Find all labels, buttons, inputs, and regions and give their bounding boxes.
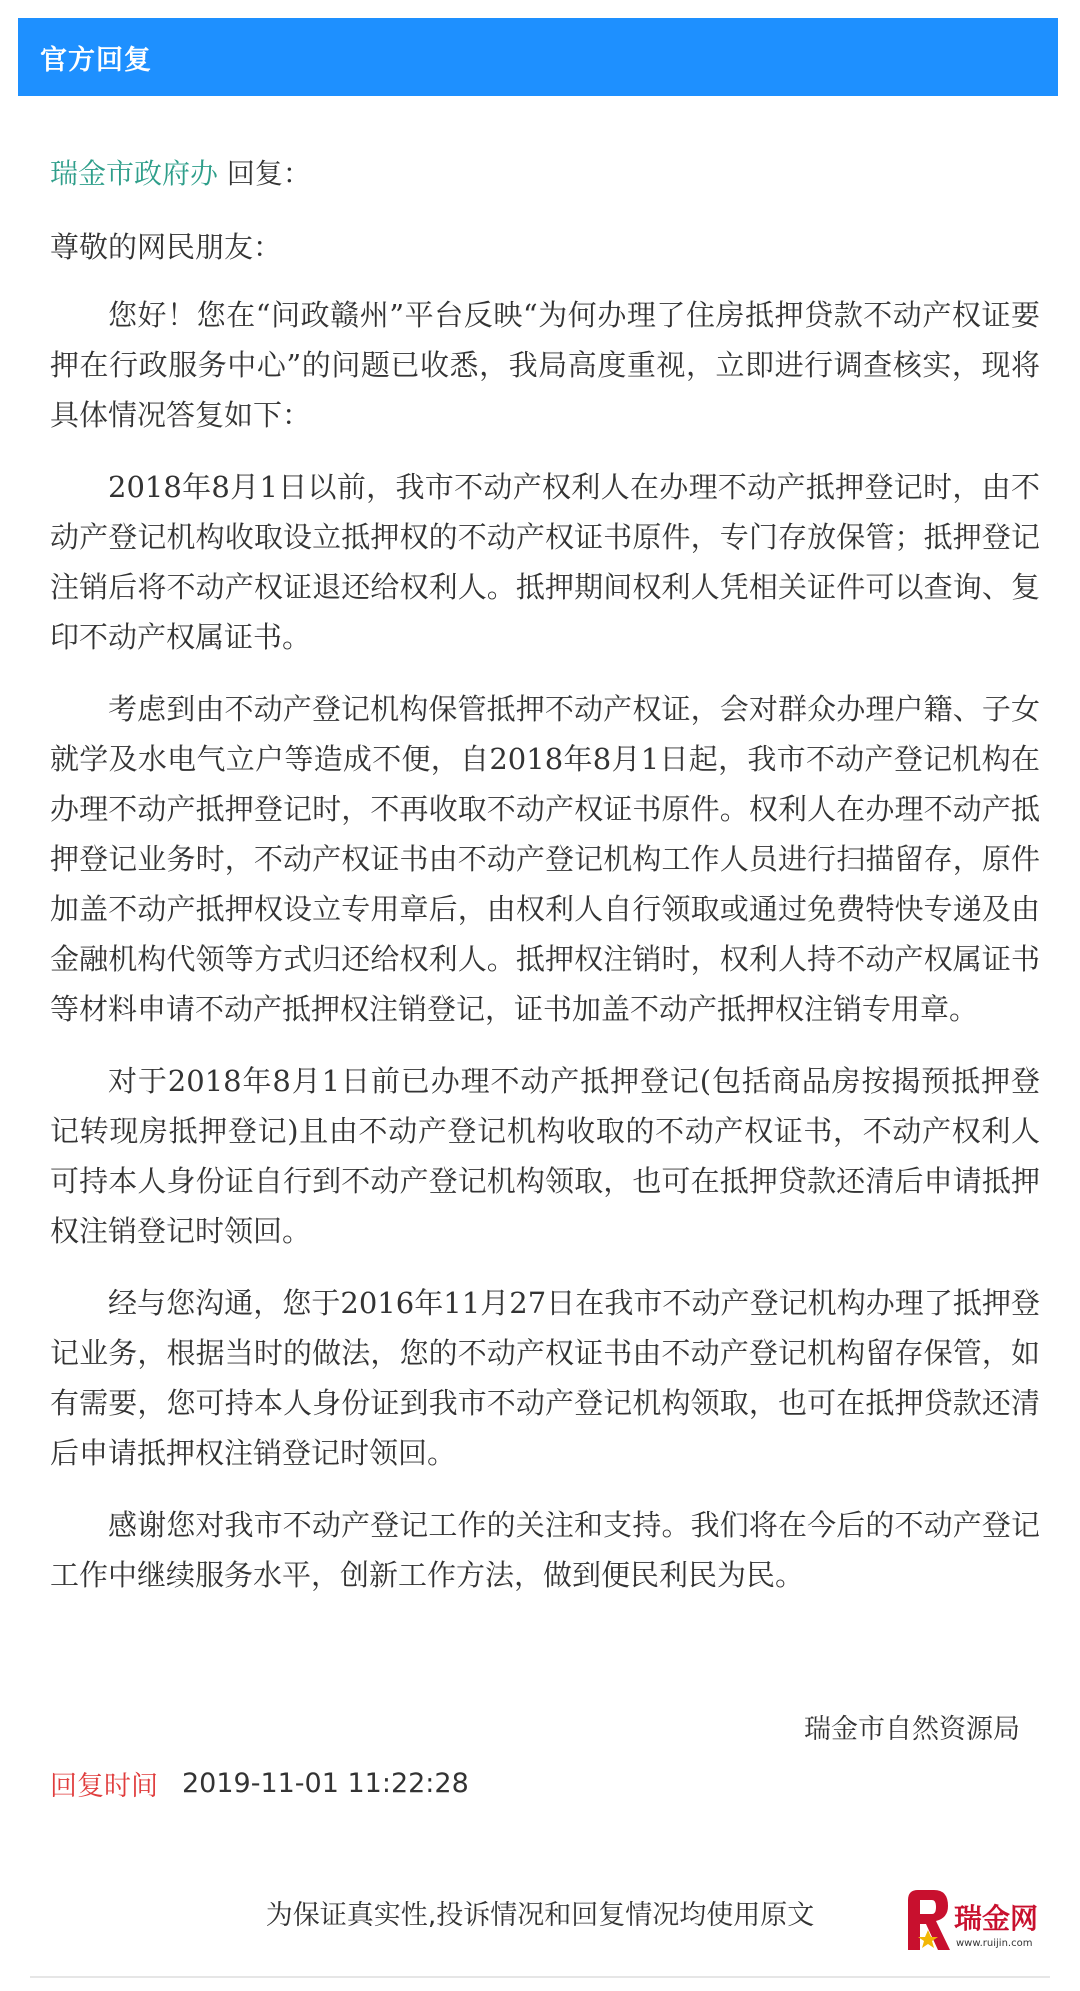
letter-paragraph-2: 2018年8月1日以前，我市不动产权利人在办理不动产抵押登记时，由不动产登记机构收取设立抵押权的不动产权证书原件，专门存放保管；抵押登记注销后将不动产权证退还给权利人。抵押期间权利人凭相关证件可以查询、复印不动产权属证书。 (50, 470, 1040, 654)
bottom-divider (30, 1976, 1050, 1978)
letter-paragraph-1: 您好！您在“问政赣州”平台反映“为何办理了住房抵押贷款不动产权证要押在行政服务中心”的问题已收悉，我局高度重视，立即进行调查核实，现将具体情况答复如下： (50, 298, 1040, 432)
reply-suffix: 回复： (218, 157, 311, 190)
authenticity-notice: 为保证真实性,投诉情况和回复情况均使用原文 (265, 1900, 815, 1931)
letter-paragraph-4: 对于2018年8月1日前已办理不动产抵押登记(包括商品房按揭预抵押登记转现房抵押登记)且由不动产登记机构收取的不动产权证书，不动产权利人可持本人身份证自行到不动产登记机构领取，也可在抵押贷款还清后申请抵押权注销登记时领回。 (50, 1064, 1040, 1248)
letter-paragraph-6: 感谢您对我市不动产登记工作的关注和支持。我们将在今后的不动产登记工作中继续服务水平，创新工作方法，做到便民利民为民。 (50, 1508, 1040, 1592)
ruijin-logo-mark (908, 1890, 950, 1950)
reply-time-label: 回复时间 (50, 1771, 158, 1802)
ruijin-logo-url: www.ruijin.com (956, 1938, 1033, 1949)
letter-signature: 瑞金市自然资源局 (804, 1714, 1020, 1745)
official-reply-header (18, 18, 1058, 96)
reply-time-value: 2019-11-01 11:22:28 (182, 1768, 469, 1799)
replying-org-link[interactable]: 瑞金市政府办 (50, 157, 219, 190)
reply-time (50, 1764, 469, 1803)
letter-greeting: 尊敬的网民朋友： (50, 230, 283, 264)
reply-content (50, 150, 1040, 1622)
letter-paragraph-5: 经与您沟通，您于2016年11月27日在我市不动产登记机构办理了抵押登记业务，根据当时的做法，您的不动产权证书由不动产登记机构留存保管，如有需要，您可持本人身份证到我市不动产登记机构领取，也可在抵押贷款还清后申请抵押权注销登记时领回。 (50, 1286, 1040, 1470)
header-title: 官方回复 (40, 44, 152, 76)
ruijin-logo (900, 1880, 1050, 1970)
ruijin-logo-text: 瑞金网 (954, 1902, 1039, 1935)
reply-line (50, 150, 1040, 198)
letter-paragraph-3: 考虑到由不动产登记机构保管抵押不动产权证，会对群众办理户籍、子女就学及水电气立户等造成不便，自2018年8月1日起，我市不动产登记机构在办理不动产抵押登记时，不再收取不动产权证书原件。权利人在办理不动产抵押登记业务时，不动产权证书由不动产登记机构工作人员进行扫描留存，原件加盖不动产抵押权设立专用章后，由权利人自行领取或通过免费特快专递及由金融机构代领等方式归还给权利人。抵押权注销时，权利人持不动产权属证书等材料申请不动产抵押权注销登记，证书加盖不动产抵押权注销专用章。 (50, 692, 1040, 1026)
